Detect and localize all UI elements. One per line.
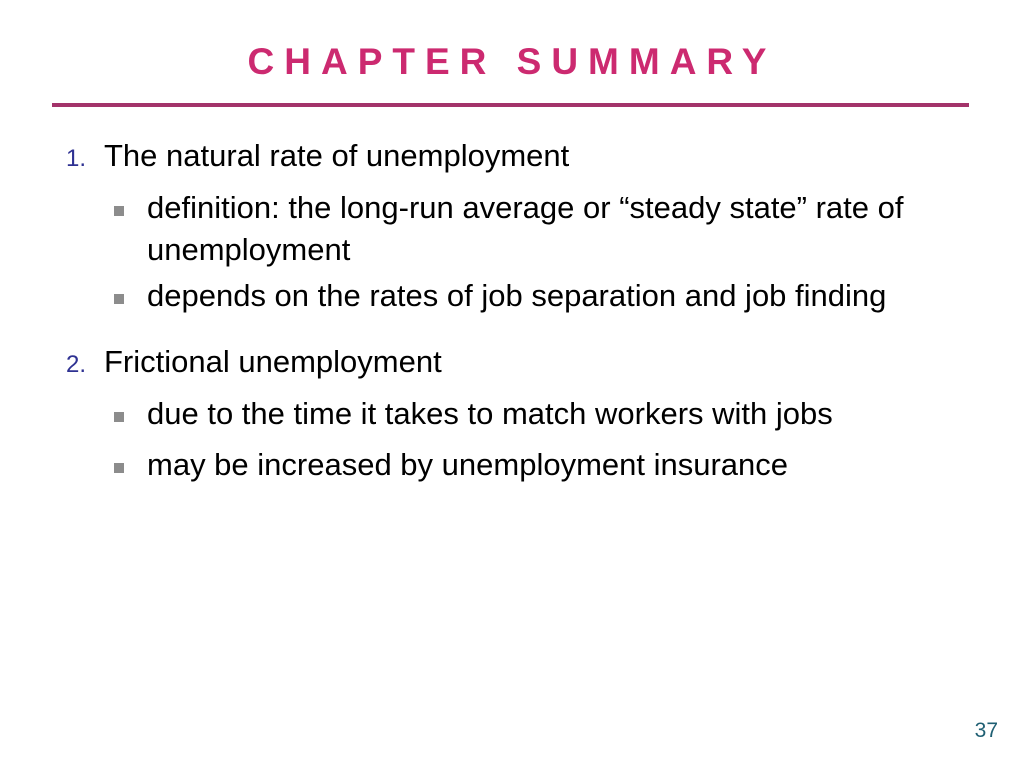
slide-content <box>66 136 966 491</box>
sub-bullet-text: due to the time it takes to match workers with jobs <box>147 396 833 431</box>
sub-bullet-text: depends on the rates of job separation and job finding <box>147 278 887 313</box>
page-number: 37 <box>974 719 998 742</box>
sub-bullet-text: may be increased by unemployment insurance <box>147 447 789 482</box>
item-heading: Frictional unemployment <box>104 344 442 379</box>
square-bullet-icon <box>114 447 147 489</box>
slide-title: CHAPTER SUMMARY <box>247 41 777 82</box>
summary-item <box>66 136 966 179</box>
sub-bullet <box>114 187 924 271</box>
square-bullet-icon <box>114 278 147 320</box>
sub-bullet <box>114 275 924 322</box>
summary-item <box>66 342 966 385</box>
square-bullet-icon <box>114 190 147 232</box>
sub-bullet <box>114 393 924 440</box>
sub-bullet <box>114 444 924 491</box>
title-divider <box>52 103 969 107</box>
item-heading: The natural rate of unemployment <box>104 138 570 173</box>
sub-bullet-text: definition: the long-run average or “steady state” rate of unemployment <box>147 190 904 267</box>
item-number: 2. <box>66 351 87 378</box>
item-number: 1. <box>66 145 87 172</box>
square-bullet-icon <box>114 396 147 438</box>
